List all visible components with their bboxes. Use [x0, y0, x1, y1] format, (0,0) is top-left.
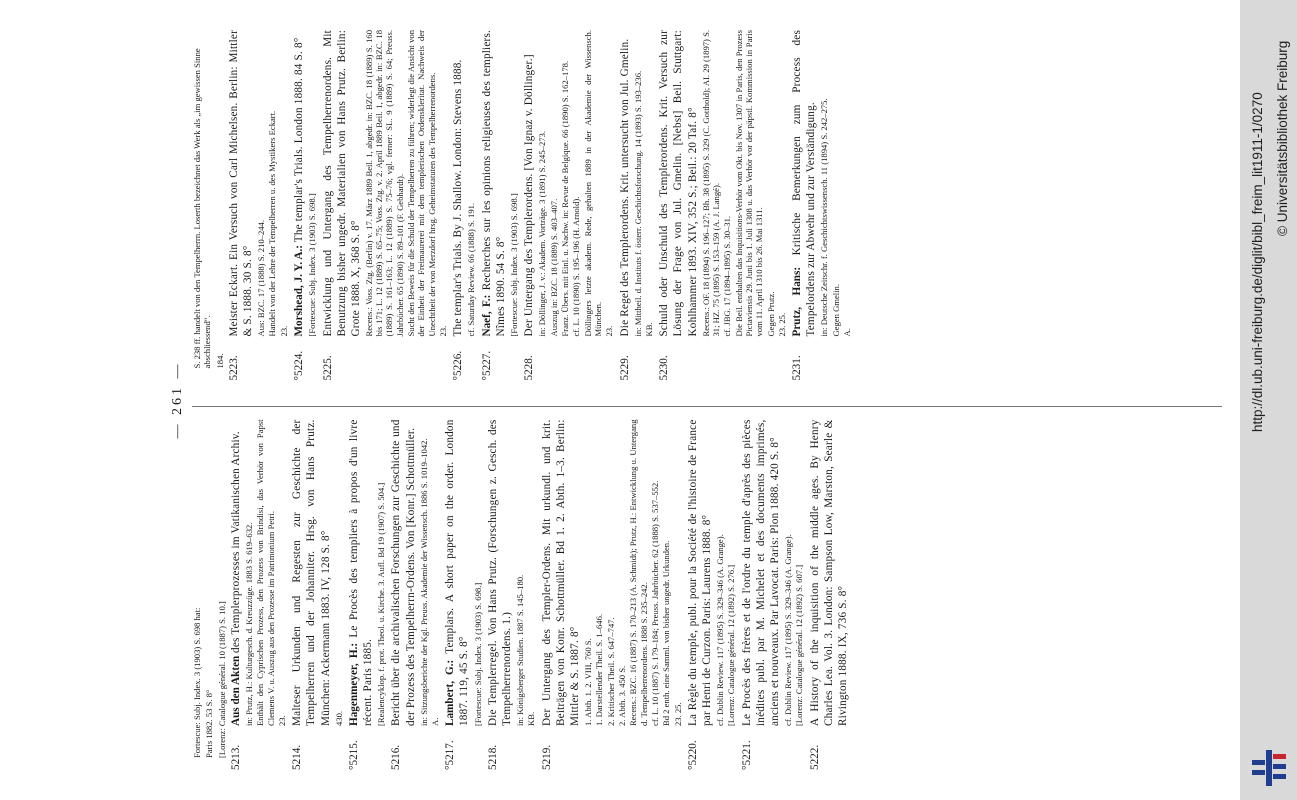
bibliography-entry — [618, 30, 655, 381]
entry-note: Recens.: BZC. 16 (1887) S. 170–213 (A. Schmidt); Prutz, H.: Entwicklung u. Untergang d. Tempelherrenordens. 1888 S. 235–242. — [628, 419, 649, 726]
entry-note: Auszug in: BZC. 18 (1889) S. 403–407. — [548, 198, 559, 337]
entry-number: 5229. — [618, 355, 631, 381]
entry-body — [389, 420, 417, 727]
entry-number: °5227. — [480, 350, 493, 381]
entry-note: Die Beil. enthalten das Inquisitions-Verhör vom Okt. bis Nov. 1307 in Paris, den Prozess Pictaviensis 29. Juni bis 1. Juli 1308 u. das Verhör vor der päpstl. Kommission in Paris vom 11. April 1310 bis 26. Mai 1311. — [733, 30, 765, 337]
bibliography-entry — [290, 420, 344, 771]
entry-head — [618, 30, 632, 381]
bibliography-entry — [480, 30, 520, 381]
bibliography-page — [160, 0, 1240, 800]
entry-head — [540, 420, 582, 771]
bibliography-entry — [451, 30, 476, 381]
entry-author: Naef, F.: — [480, 294, 493, 337]
entry-body — [740, 420, 782, 727]
entry-title: La Règle du temple, publ. pour la Société de l'histoire de France par Henri de Curzon. Paris: Laurens 1888. 8° — [686, 419, 713, 726]
source-url-text[interactable]: http://dl.ub.uni-freiburg.de/diglit/bibl_freim_lit1911-1/0270 — [1250, 92, 1265, 432]
right-column — [192, 30, 1222, 381]
continuation-line: Fortescue: Subj. Index. 3 (1903) S. 698 hat: — [192, 607, 202, 758]
entry-title: Meister Eckart. Ein Versuch von Carl Michelsen. Berlin: Mittler & S. 1888. 30 S. 8° — [227, 30, 255, 337]
entry-title: Recherches sur les opinions religieuses des templiers. Nîmes 1890. 54 S. 8° — [480, 30, 507, 337]
entry-note: Gegen Gmelin. — [830, 283, 841, 337]
entry-note: in: Mittheil. d. Instituts f. österr. Geschichtsforschung. 14 (1893) S. 193–236. — [632, 70, 643, 337]
copyright-text: © Universitätsbibliothek Freiburg — [1275, 40, 1290, 236]
entry-author: Morshead, J. Y. A.: — [293, 245, 306, 337]
entry-number: 5216. — [390, 744, 403, 770]
entry-note: [Lorenz: Catalogue général. 12 (1892) S. 276.] — [726, 564, 737, 726]
entry-head — [657, 30, 699, 381]
continuation-line: [Lorenz: Catalogue général. 10 (1887) S. 10.] — [216, 601, 227, 758]
bibliography-entry — [486, 420, 537, 771]
entry-body — [790, 30, 818, 337]
entry-body — [227, 30, 255, 337]
bibliography-entry — [321, 30, 449, 381]
entry-number: °5217. — [444, 740, 457, 770]
entry-title: Kritische Bemerkungen zum Process des Tempelordens zur Abwehr und zur Verständigung. — [791, 30, 818, 337]
continuation-line: Paris 1882. 53 S. 8° — [204, 689, 215, 758]
entry-note: A. — [842, 328, 852, 337]
entry-head — [480, 30, 508, 381]
bibliography-entry — [347, 420, 387, 771]
bibliography-entry — [443, 420, 483, 771]
entry-head — [486, 420, 514, 771]
entry-title: The templar's Trials. London 1888. 84 S. 8° — [293, 37, 306, 243]
entry-note: 2. Abth. 3. 450 S. — [616, 665, 627, 726]
entry-title: Le Procès des templiers à propos d'un livre récent. Paris 1885. — [347, 419, 375, 726]
entry-body — [451, 30, 465, 337]
entry-title: Bericht über die archivalischen Forschungen zur Geschichte und der Prozess des Tempelherrn-Ordens. Von [Konr.] Schottmüller. — [390, 419, 417, 726]
entry-note: 23. — [604, 325, 615, 337]
entry-title: Die Regel des Templerordens. Krit. untersucht von Jul. Gmelin. — [618, 38, 631, 337]
entry-title: Le Procès des frères et de l'ordre du temple d'après des pièces inédites publ. par M. Michelet et des documents imprimés, anciens et nouveaux. Par Lavocat. Paris: Plon 1888. 420 S. 8° — [740, 419, 781, 726]
entry-note: Aus: BZC. 17 (1888) S. 210–244. — [256, 220, 267, 337]
entry-head — [389, 420, 417, 771]
bibliography-entry — [686, 420, 737, 771]
bibliography-entry — [657, 30, 787, 381]
entry-note: [Fortescue: Subj. Index. 3 (1903) S. 698.] — [472, 582, 483, 726]
entry-body — [290, 420, 332, 727]
entry-head — [740, 420, 782, 771]
bibliography-entry — [790, 30, 852, 381]
entry-note: cf. Saturday Review. 66 (1888) S. 191. — [466, 202, 477, 337]
entry-note: cf. L. 10 (1887) S. 179–184; Preuss. Jahrbücher. 62 (1888) S. 537–552. — [649, 480, 660, 726]
entry-title: Schuld oder Unschuld des Templerordens. Krit. Versuch zur Lösung der Frage von Jul. Gmelin. [Nebst] Beil. Stuttgart: Kohlhammer 1893. XIV, 352 S.; Beil.: 20 Taf. 8° — [658, 30, 699, 337]
continuation-line: S. 238 ff. handelt von den Tempelherrn. Loserth bezeichnet das Werk als „im gewissen Sinne abschliessend“. — [192, 48, 213, 369]
entry-body — [480, 30, 508, 337]
entry-head — [808, 420, 850, 771]
entry-head — [522, 30, 536, 381]
entry-head — [790, 30, 818, 381]
entry-note: Sucht den Beweis für die Schuld der Tempelherren zu führen; widerlegt die Ansicht von der Einheit der Freimaurerei mit dem templerischen Ordenskleritat. Nachweis der Unechtheit der von Merzdorf hrsg. Geheimstatuten des Tempelherrenordens. — [406, 30, 437, 337]
entry-body — [657, 30, 699, 337]
entry-head — [229, 420, 243, 771]
entry-note: A. — [430, 717, 440, 726]
entry-title: Die Templerregel. Von Hans Prutz. (Forschungen z. Gesch. des Tempelherrenordens. 1.) — [486, 419, 513, 726]
entry-title: des Templerprozesses im Vatikanischen Archiv. — [229, 431, 242, 653]
entry-head — [290, 420, 332, 771]
entry-note: in: Königsberger Studien. 1887 S. 145–180. — [515, 574, 526, 726]
entry-number: 5228. — [523, 355, 536, 381]
entry-note: Bd 2 enth. eine Samml. von bisher ungedr. Urkunden. — [661, 540, 672, 726]
entry-note: cf. JBG. 17 (1894–1895) S. 30–31. — [722, 215, 733, 337]
bibliography-entry — [389, 420, 440, 771]
entry-note: cf. Dublin Review. 117 (1895) S. 329–346 (A. Grange). — [783, 534, 793, 726]
entry-title: Entwicklung und Untergang des Tempelherrenordens. Mit Benutzung bisher ungedr. Materialien von Hans Prutz. Berlin: Grote 1888. X, 368 S. 8° — [321, 30, 362, 337]
entry-body — [321, 30, 363, 337]
entry-title: Malteser Urkunden und Regesten zur Geschichte der Tempelherren und der Johanniter. Hrsg. von Hans Prutz. München: Ackermann 1883. IV, 128 S. 8° — [291, 419, 332, 726]
bibliography-entry — [229, 420, 287, 771]
ub-freiburg-logo-icon — [1249, 748, 1289, 788]
entry-number: 5218. — [486, 744, 499, 770]
bibliography-entry — [808, 420, 850, 771]
entry-note: 1. Abth. 1. 2. VIII, 760 S. — [583, 638, 594, 726]
entry-note: [Fortescue: Subj. Index. 3 (1903) S. 698.] — [508, 193, 519, 337]
entry-note: 23. — [278, 325, 289, 337]
entry-note: 2. Kritischer Theil. S. 647–747. — [605, 617, 616, 726]
entry-note: 23. — [276, 715, 287, 726]
entry-body — [686, 420, 714, 727]
entry-body — [522, 30, 536, 337]
entry-note: Gegen Prutz. — [765, 291, 776, 337]
entry-body — [808, 420, 850, 727]
entry-note: Enthält den Cyprischen Prozess, den Prozess von Brindisi, das Verhör von Papst Clemens V. u. Auszug aus den Prozesse im Patrimonium Petri. — [255, 419, 276, 726]
left-column — [192, 407, 1222, 771]
entry-body — [347, 420, 375, 727]
page-number-header: — 261 — — [170, 361, 186, 439]
entry-note: KB. — [526, 711, 537, 726]
bibliography-entry — [540, 420, 683, 771]
entry-number: 5230. — [658, 355, 671, 381]
entry-number: 5223. — [227, 355, 240, 381]
entry-number: 5231. — [791, 355, 804, 381]
entry-note: 430. — [333, 710, 344, 726]
entry-number: 5225. — [321, 355, 334, 381]
entry-note: Recens.: Voss. Ztg. (Berlin) v. 17. März 1889 Beil. 1, abgedr. in: BZC. 18 (1889) S. 160 bis 171; L. 12 (1889) S. 65–75; Voss. Ztg. v. 2. April 1889 Beil. 1, abgedr. in: BZC. 18 (1889) S. 161–163; L. 12 (1889) S. 75–76; vgl. ferner: SL. 9 (1889) S. 64; Preuss. Jahrbücher. 65 (1890) S. 89–101 (F. Gebhardt). — [363, 30, 405, 337]
entry-number: °5221. — [740, 740, 753, 770]
entry-note: Recens.: OF. 18 (1894) S. 196–127; Bh. 38 (1895) S. 329 (C. Gotthold); AI. 29 (1897) S. 31; HZ. 75 (1895) S. 153–159 (A. J. Langé). — [700, 30, 721, 337]
bibliography-entry — [522, 30, 614, 381]
bibliography-entry — [740, 420, 805, 771]
entry-author: Hagenmeyer, H.: — [347, 642, 360, 726]
entry-body — [229, 420, 243, 727]
entry-author: Aus den Akten — [229, 655, 242, 726]
entry-note: in: Döllinger, J. v.: Akadem. Vorträge. 3 (1891) S. 245–273. — [537, 131, 548, 337]
entry-head — [347, 420, 375, 771]
entry-number: 5213. — [229, 744, 242, 770]
entry-title: The templar's Trials. By J. Shallow. London: Stevens 1888. — [452, 59, 465, 337]
entry-note: Döllingers letzte akadem. Rede, gehalten 1889 in der Akademie der Wissensch. München. — [582, 30, 603, 337]
entry-note: 23. — [438, 325, 449, 337]
entry-author: Prutz, Hans: — [791, 266, 804, 337]
entry-note: Handelt von der Lehre der Tempelherren u. des Mystikers Eckart. — [267, 110, 278, 337]
entry-title: Der Untergang des Templer-Ordens. Mit urkundl. und krit. Beiträgen von Konr. Schottmüller. Bd 1. 2. Abth. 1–3. Berlin: Mittler & S. 1887. 8° — [540, 419, 581, 726]
entry-title: A History of the inquisition of the middle ages. By Henry Charles Lea. Vol. 3. London: Sampson Low, Marston, Searle & Rivington 1888. IX, 736 S. 8° — [808, 419, 849, 726]
bibliography-entry — [227, 30, 289, 381]
entry-title: Der Untergang des Templerordens. [Von Ignaz v. Döllinger.] — [523, 54, 536, 337]
bibliography-entry — [292, 30, 317, 381]
page-columns — [192, 30, 1222, 770]
entry-number: 5222. — [808, 744, 821, 770]
continuation-line: 184. — [214, 353, 225, 369]
entry-note: 1. Darstellender Theil. S. 1–646. — [594, 613, 605, 726]
entry-body — [443, 420, 471, 727]
entry-note: 23. 25. — [776, 312, 787, 337]
entry-title: Templars. A short paper on the order. London 1887. 119, 45 S. 8° — [444, 419, 471, 726]
entry-note: KB. — [644, 322, 655, 337]
entry-head — [227, 30, 255, 381]
entry-number: °5226. — [452, 350, 465, 381]
entry-number: °5224. — [293, 350, 306, 381]
entry-note: in: Sitzungsberichte der Kgl. Preuss. Akademie der Wissensch. 1886 S. 1019–1042. — [418, 438, 429, 726]
entry-author: Lambert, G.: — [444, 659, 457, 726]
entry-note: in: Prutz, H.: Kulturgesch. d. Kreuzzüge. 1883 S. 619–632. — [244, 522, 255, 726]
entry-note: [Lorenz: Catalogue général. 12 (1892) S. 607.] — [794, 564, 805, 726]
entry-note: [Fortescue: Subj. Index. 3 (1903) S. 698.] — [307, 193, 318, 337]
entry-number: °5215. — [347, 740, 360, 770]
entry-number: °5220. — [686, 740, 699, 770]
entry-note: cf. L. 10 (1890) S. 195–196 (H. Arnold). — [571, 196, 582, 337]
entry-note: in: Deutsche Zeitschr. f. Geschichtswissensch. 11 (1894) S. 242–275. — [819, 98, 830, 337]
entry-note: 23. 25. — [672, 702, 683, 726]
entry-body — [292, 30, 306, 337]
entry-body — [540, 420, 582, 727]
entry-note: [Realencyklop. f. prot. Theol. u. Kirche. 3. Aufl. Bd 19 (1907) S. 504.] — [376, 482, 387, 726]
entry-number: 5219. — [540, 744, 553, 770]
entry-body — [618, 30, 632, 337]
entry-body — [486, 420, 514, 727]
entry-head — [686, 420, 714, 771]
entry-note: Franz. Übers. mit Einl. u. Nachw. in: Revue de Belgique. 66 (1890) S. 162–178. — [560, 60, 571, 337]
entry-head — [321, 30, 363, 381]
entry-number: 5214. — [291, 744, 304, 770]
entry-head — [451, 30, 465, 381]
entry-head — [443, 420, 471, 771]
entry-head — [292, 30, 306, 381]
entry-note: cf. Dublin Review. 117 (1895) S. 329–346 (A. Grange). — [715, 534, 726, 726]
